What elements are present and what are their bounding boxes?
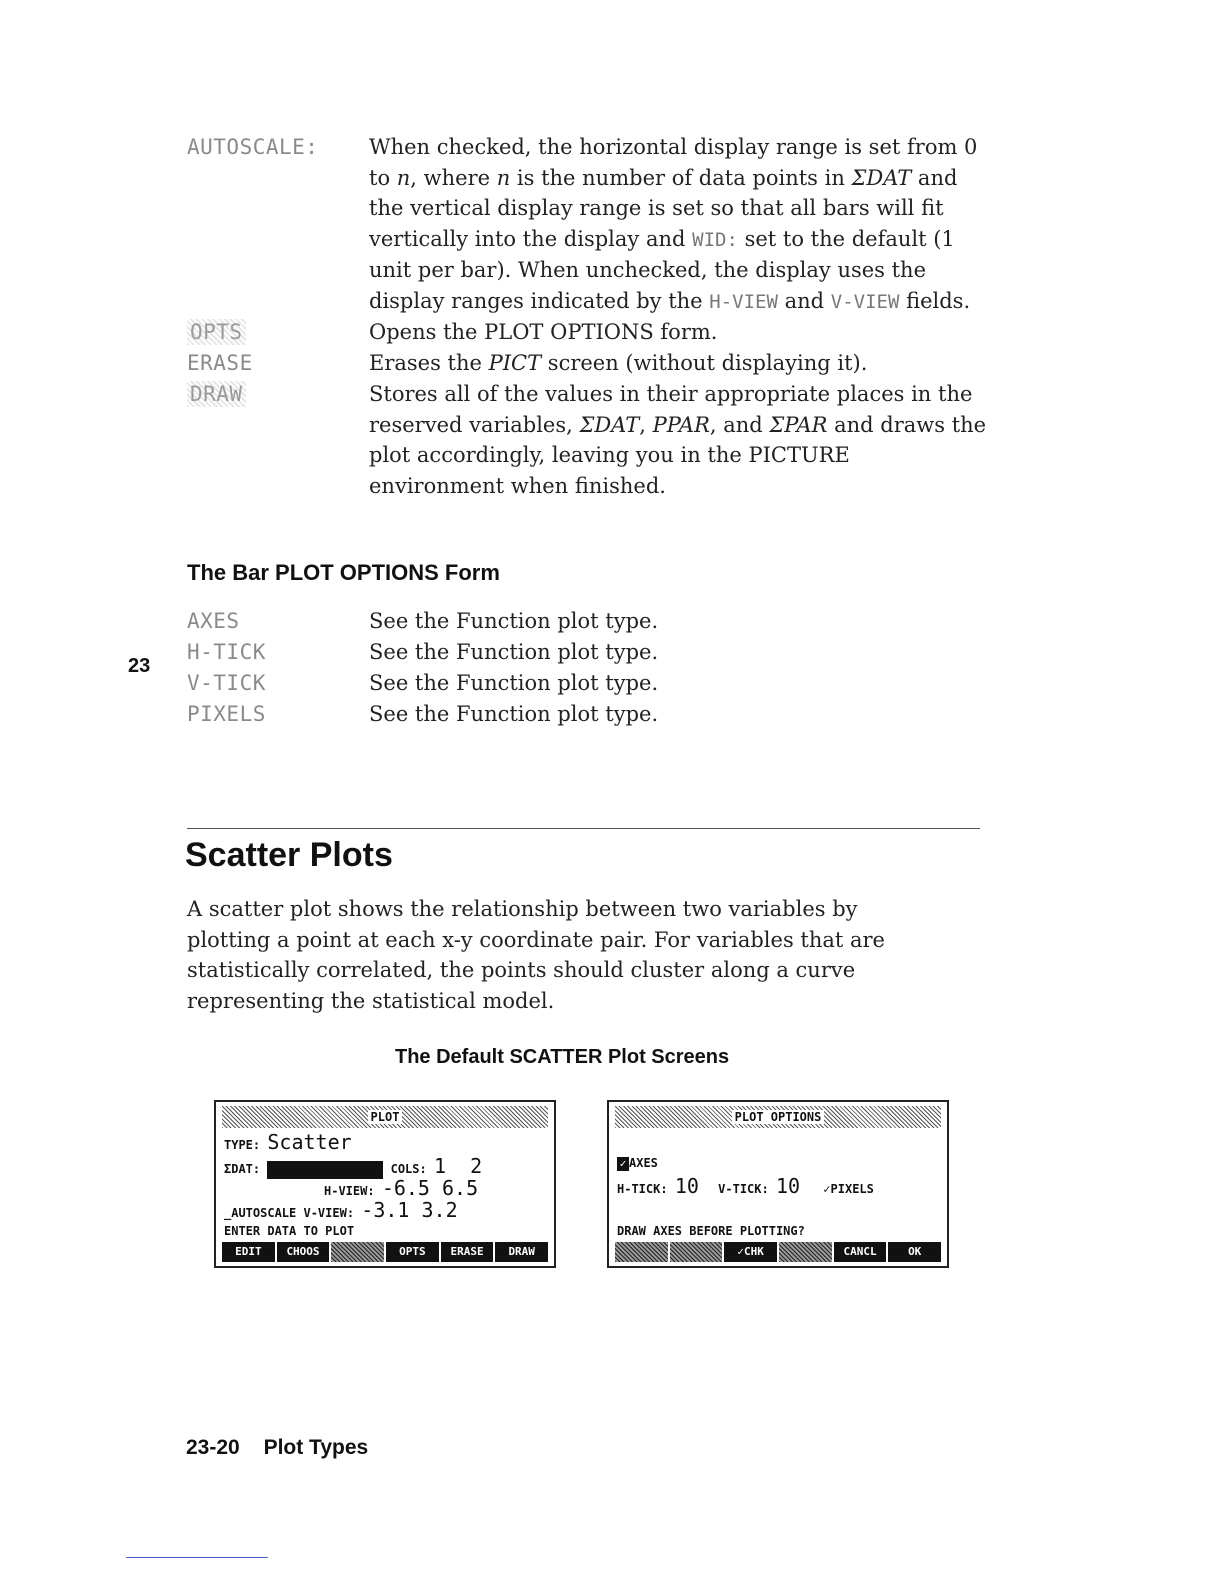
plot-screen-title: PLOT xyxy=(222,1106,548,1128)
hview-line xyxy=(324,1176,478,1200)
vview-values[interactable]: -3.1 3.2 xyxy=(361,1198,458,1222)
vview-label: V-VIEW: xyxy=(303,1206,355,1220)
math-var: n xyxy=(496,165,511,190)
text-run: Stores all of the values in their appropriate places in the reserved variables, xyxy=(369,382,973,437)
field-name: WID: xyxy=(692,228,738,251)
def-draw xyxy=(187,379,987,501)
hview-values[interactable]: -6.5 6.5 xyxy=(381,1176,479,1200)
text-run: and draws the plot accordingly, leaving you in the PICTURE environment when finished. xyxy=(369,412,987,498)
text-run: Opens the PLOT OPTIONS form. xyxy=(369,320,718,344)
plot-options-screen xyxy=(607,1100,949,1268)
pixels-check-icon[interactable]: ✓ xyxy=(823,1182,831,1196)
option-row xyxy=(187,668,887,699)
page-footer xyxy=(186,1436,368,1460)
text-run: Erases the xyxy=(369,351,489,375)
text-run: set to the default (1 unit per bar). When unchecked, the display uses the display ranges indicated by the xyxy=(369,226,955,313)
figure-caption: The Default SCATTER Plot Screens xyxy=(395,1046,730,1068)
menu-key-cancl[interactable]: CANCL xyxy=(834,1242,887,1262)
text-run: fields. xyxy=(899,288,971,313)
menu-key-blank xyxy=(331,1242,384,1262)
def-erase xyxy=(187,348,987,379)
def-autoscale xyxy=(187,132,987,317)
math-var: n xyxy=(396,165,411,190)
type-value[interactable]: Scatter xyxy=(267,1130,352,1154)
text-run: , xyxy=(639,412,653,437)
menu-key-erase[interactable]: ERASE xyxy=(441,1242,494,1262)
menu-key-opts[interactable]: OPTS xyxy=(386,1242,439,1262)
text-run: is the number of data points in xyxy=(510,165,852,190)
vtick-value[interactable]: 10 xyxy=(775,1174,801,1198)
section-body: A scatter plot shows the relationship between two variables by plotting a point at each x-y coordinate pair. For variables that are statistically correlated, the points should cluster along a curve representing the statistical model. xyxy=(187,897,885,1013)
option-desc: See the Function plot type. xyxy=(369,640,659,664)
text-run: and the vertical display range is set so that all bars will fit vertically into the display and xyxy=(369,165,958,251)
field-name: V-VIEW xyxy=(830,290,900,313)
footer-title: Plot Types xyxy=(263,1436,369,1459)
chapter-tab: 23 xyxy=(128,655,151,677)
section-title: Scatter Plots xyxy=(185,836,393,874)
bar-options-heading: The Bar PLOT OPTIONS Form xyxy=(187,560,500,585)
menu-key-blank xyxy=(615,1242,668,1262)
text-run: When checked, the horizontal display range is set from 0 to xyxy=(369,135,978,190)
option-term: V-TICK xyxy=(187,671,266,695)
menu-key-edit[interactable]: EDIT xyxy=(222,1242,275,1262)
text-run: and xyxy=(777,288,831,313)
type-label: TYPE: xyxy=(224,1138,261,1152)
math-var: ΣDAT xyxy=(579,412,640,437)
option-term: AXES xyxy=(187,609,240,633)
type-line xyxy=(224,1130,352,1154)
footer-mark xyxy=(126,1557,268,1558)
text-run: , where xyxy=(410,165,497,190)
plot-form-field-definitions xyxy=(187,132,987,501)
desc-opts xyxy=(369,317,987,348)
vtick-label: V-TICK: xyxy=(718,1182,769,1196)
option-term: PIXELS xyxy=(187,702,266,726)
option-desc: See the Function plot type. xyxy=(369,609,659,633)
hview-label: H-VIEW: xyxy=(324,1184,375,1198)
desc-draw xyxy=(369,379,987,501)
def-opts xyxy=(187,317,987,348)
field-name: H-VIEW xyxy=(709,290,778,313)
cols-label: COLS: xyxy=(390,1162,427,1176)
option-row xyxy=(187,699,887,730)
options-screen-menu xyxy=(615,1242,941,1262)
softkey-opts xyxy=(187,317,369,348)
axes-check-icon[interactable]: ✓ xyxy=(617,1157,629,1171)
term-opts: OPTS xyxy=(187,319,246,345)
softkey-draw xyxy=(187,379,369,410)
menu-key-draw[interactable]: DRAW xyxy=(495,1242,548,1262)
option-term: H-TICK xyxy=(187,640,266,664)
term-erase: ERASE xyxy=(187,351,253,375)
plot-screen-menu xyxy=(222,1242,548,1262)
axes-line xyxy=(617,1156,658,1171)
bar-options-list xyxy=(187,606,887,730)
menu-key-chk[interactable]: ✓CHK xyxy=(724,1242,777,1262)
menu-key-ok[interactable]: OK xyxy=(888,1242,941,1262)
menu-key-blank xyxy=(779,1242,832,1262)
plot-screen xyxy=(214,1100,556,1268)
plot-screen-prompt: ENTER DATA TO PLOT xyxy=(224,1224,355,1238)
cols-values[interactable]: 1 2 xyxy=(433,1154,483,1178)
option-desc: See the Function plot type. xyxy=(369,702,659,726)
desc-erase xyxy=(369,348,987,379)
tick-line xyxy=(617,1174,874,1198)
options-screen-prompt: DRAW AXES BEFORE PLOTTING? xyxy=(617,1224,805,1238)
option-desc: See the Function plot type. xyxy=(369,671,659,695)
autoscale-checkbox[interactable]: _AUTOSCALE xyxy=(224,1206,297,1220)
math-var: ΣDAT xyxy=(851,165,912,190)
htick-label: H-TICK: xyxy=(617,1182,668,1196)
math-var: PICT xyxy=(488,351,542,375)
option-row xyxy=(187,606,887,637)
menu-key-choos[interactable]: CHOOS xyxy=(277,1242,330,1262)
math-var: ΣPAR xyxy=(769,412,828,437)
term-autoscale: AUTOSCALE: xyxy=(187,135,319,159)
pixels-label: PIXELS xyxy=(830,1182,874,1196)
math-var: PPAR xyxy=(652,412,710,437)
menu-key-blank xyxy=(670,1242,723,1262)
page-number: 23-20 xyxy=(186,1436,240,1459)
axes-label: AXES xyxy=(629,1156,658,1170)
term-draw: DRAW xyxy=(187,381,246,407)
options-screen-title: PLOT OPTIONS xyxy=(615,1106,941,1128)
desc-autoscale xyxy=(369,132,987,317)
option-row xyxy=(187,637,887,668)
vview-line xyxy=(224,1198,458,1222)
htick-value[interactable]: 10 xyxy=(674,1174,699,1198)
text-run: , and xyxy=(709,412,770,437)
text-run: screen (without displaying it). xyxy=(541,351,868,375)
sdat-label: ΣDAT: xyxy=(224,1162,261,1176)
section-divider xyxy=(187,828,980,829)
sdat-line xyxy=(224,1154,482,1179)
